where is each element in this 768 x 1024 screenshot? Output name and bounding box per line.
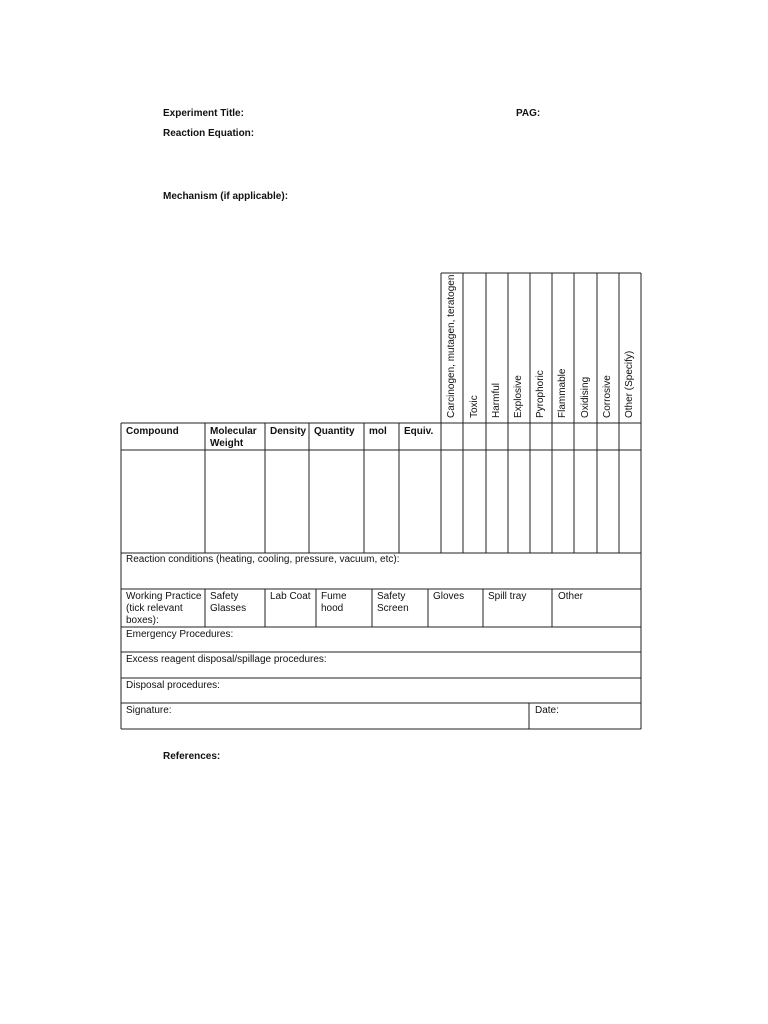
hazard-other: Other (Specify) [624,350,635,418]
mechanism-label: Mechanism (if applicable): [163,191,289,202]
date-label: Date: [535,705,559,716]
hazard-pyrophoric: Pyrophoric [535,370,546,418]
col-mol: mol [369,426,387,437]
working-practice-label: Working Practice (tick relevant boxes): [126,591,202,626]
wp-safety-screen[interactable]: Safety Screen [377,591,409,614]
col-density: Density [270,426,307,437]
experiment-title-label: Experiment Title: [163,108,244,119]
wp-spill-tray[interactable]: Spill tray [488,591,527,602]
excess-reagent-label: Excess reagent disposal/spillage procedures: [126,654,327,665]
hazard-harmful: Harmful [491,382,502,418]
signature-label: Signature: [126,705,172,716]
wp-lab-coat[interactable]: Lab Coat [270,591,311,602]
hazard-flammable: Flammable [557,368,568,418]
wp-fume-hood[interactable]: Fume hood [321,591,347,614]
hazard-explosive: Explosive [513,375,524,418]
col-equiv: Equiv. [404,426,434,437]
wp-safety-glasses[interactable]: Safety Glasses [210,591,247,614]
col-molecular-weight: Molecular Weight [210,426,257,449]
emergency-procedures-label: Emergency Procedures: [126,629,234,640]
references-label: References: [163,751,221,762]
hazard-carcinogen: Carcinogen, mutagen, teratogen [446,274,457,418]
disposal-procedures-label: Disposal procedures: [126,680,220,691]
pag-label: PAG: [516,108,541,119]
col-quantity: Quantity [314,426,355,437]
wp-gloves[interactable]: Gloves [433,591,465,602]
hazard-toxic: Toxic [469,395,480,418]
hazard-corrosive: Corrosive [602,375,613,418]
col-compound: Compound [126,426,179,437]
reaction-conditions-label: Reaction conditions (heating, cooling, pressure, vacuum, etc): [126,554,400,565]
hazard-oxidising: Oxidising [580,376,591,418]
reaction-equation-label: Reaction Equation: [163,128,255,139]
wp-other[interactable]: Other [558,591,584,602]
